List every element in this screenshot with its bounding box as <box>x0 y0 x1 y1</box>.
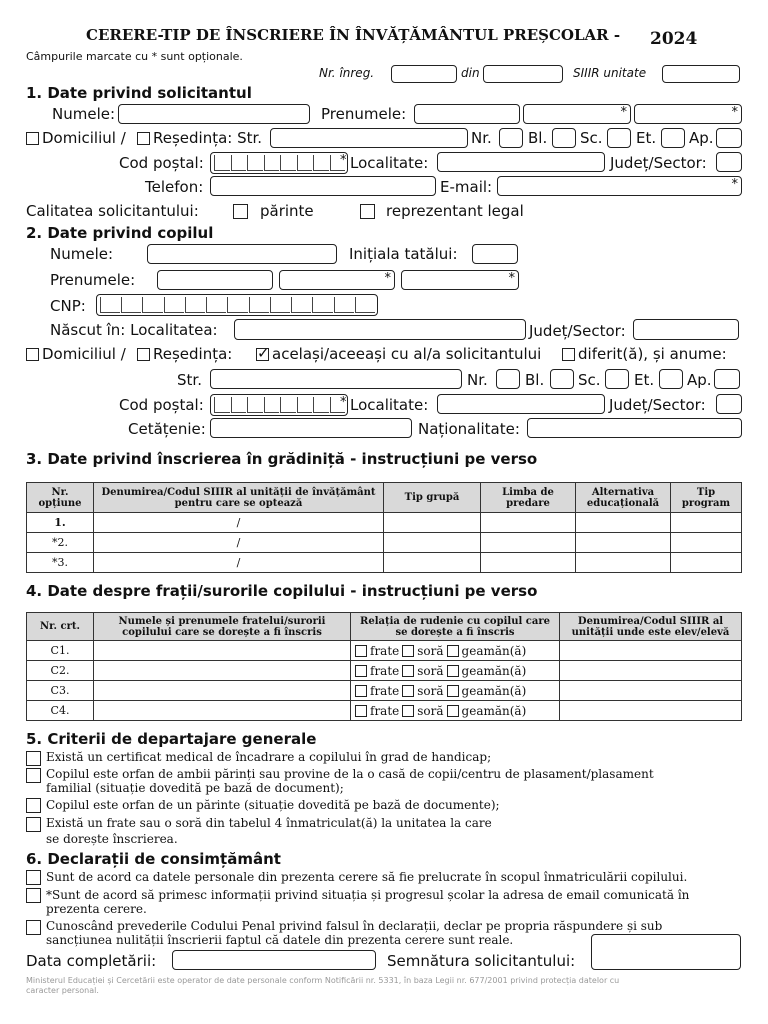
s3-header: Alternativa educațională <box>576 483 671 513</box>
s6-email-checkbox[interactable] <box>26 888 41 903</box>
s2-localitate-label: Localitate: <box>350 396 429 414</box>
s4-geaman-checkbox[interactable] <box>447 645 459 657</box>
siiir-label: SIIIR unitate <box>573 66 647 80</box>
form-title: CERERE-TIP DE ÎNSCRIERE ÎN ÎNVĂȚĂMÂNTUL PREȘCOLAR - <box>86 26 621 44</box>
s4-sora-label: soră <box>417 683 444 698</box>
s1-judet-input[interactable] <box>716 152 742 172</box>
s1-reprezentant-checkbox[interactable] <box>360 204 375 219</box>
s2-prenume-1-input[interactable] <box>157 270 273 290</box>
s1-telefon-label: Telefon: <box>145 178 204 196</box>
s1-prenumele-label: Prenumele: <box>321 105 407 123</box>
s2-initiala-input[interactable] <box>472 244 518 264</box>
s1-et-input[interactable] <box>661 128 685 148</box>
s2-prenumele-label: Prenumele: <box>50 271 136 289</box>
s2-numele-label: Numele: <box>50 245 114 263</box>
s6-penal-checkbox[interactable] <box>26 920 41 935</box>
s2-postal-code-input[interactable] <box>210 394 348 416</box>
s4-geaman-checkbox[interactable] <box>447 705 459 717</box>
section-2-title: 2. Date privind copilul <box>26 224 214 242</box>
s2-acelasi-label: același/aceeași cu al/a solicitantului <box>272 345 542 363</box>
s3-row-number: 1. <box>27 513 94 533</box>
s4-sora-checkbox[interactable] <box>402 665 414 677</box>
s4-frate-label: frate <box>370 663 400 678</box>
s1-email-label: E-mail: <box>440 178 493 196</box>
s3-unit-cell[interactable]: / <box>94 553 384 573</box>
s3-program-cell[interactable] <box>671 553 742 573</box>
s5-criteria-text: familial (situație dovedită pe bază de document); <box>46 781 344 795</box>
s2-localitate-input[interactable] <box>437 394 605 414</box>
s1-ap-input[interactable] <box>716 128 742 148</box>
section-1-title: 1. Date privind solicitantul <box>26 84 252 102</box>
section-6-title: 6. Declarații de consimțământ <box>26 850 281 868</box>
s3-grupa-cell[interactable] <box>384 553 481 573</box>
form-year: 2024 <box>650 29 698 49</box>
table-row <box>27 661 742 681</box>
s3-row-number: *2. <box>27 533 94 553</box>
s2-domiciliu-checkbox[interactable] <box>26 348 39 361</box>
s5-criteria-text: se dorește înscrierea. <box>46 832 178 846</box>
table-row <box>27 681 742 701</box>
s2-domiciliu-label: Domiciliul / <box>42 345 126 363</box>
s2-et-input[interactable] <box>659 369 683 389</box>
s4-row-number: C1. <box>27 641 94 661</box>
s3-grupa-cell[interactable] <box>384 513 481 533</box>
s2-cetatenie-label: Cetățenie: <box>128 420 206 438</box>
s3-header: Limba de predare <box>481 483 576 513</box>
s2-cnp-label: CNP: <box>50 297 86 315</box>
s5-handicap-checkbox[interactable] <box>26 751 41 766</box>
s4-header: Relația de rudenie cu copilul care se dorește a fi înscris <box>351 613 560 641</box>
s2-cetatenie-input[interactable] <box>210 418 412 438</box>
s2-numele-input[interactable] <box>147 244 337 264</box>
s2-et-label: Et. <box>634 371 655 389</box>
table-row <box>27 553 742 573</box>
s2-judet-label: Județ/Sector: <box>529 322 626 340</box>
s3-header: Tip grupă <box>384 483 481 513</box>
s1-postal-optional-mark: * <box>340 153 347 168</box>
s4-sora-checkbox[interactable] <box>402 705 414 717</box>
siiir-unit-input[interactable] <box>662 65 740 83</box>
data-completarii-label: Data completării: <box>26 952 157 970</box>
s6-declaration-text: *Sunt de acord să primesc informații privind situația și progresul școlar la adresa de email comunicată în <box>46 888 690 902</box>
s3-header: Nr. opțiune <box>27 483 94 513</box>
s2-cnp-input[interactable] <box>96 294 378 316</box>
s2-nascut-input[interactable] <box>234 319 526 340</box>
s6-declaration-text: sancțiunea nulității înscrierii faptul că datele din prezenta cerere sunt reale. <box>46 933 514 947</box>
s4-name-cell[interactable] <box>94 681 351 701</box>
s4-name-cell[interactable] <box>94 661 351 681</box>
reg-label: Nr. înreg. <box>319 66 375 80</box>
s3-header: Tip program <box>671 483 742 513</box>
s2-postal-optional-mark: * <box>340 395 347 410</box>
s4-siblings-table <box>26 612 742 721</box>
s1-postal-code-input[interactable] <box>210 152 348 174</box>
s4-name-cell[interactable] <box>94 641 351 661</box>
s1-nr-input[interactable] <box>499 128 523 148</box>
s2-prenume-2-input[interactable] <box>279 270 395 290</box>
s1-parinte-checkbox[interactable] <box>233 204 248 219</box>
reg-number-input[interactable] <box>391 65 457 83</box>
section-3-title: 3. Date privind înscrierea în grădiniță - instrucțiuni pe verso <box>26 450 538 468</box>
s2-judet2-label: Județ/Sector: <box>609 396 706 414</box>
s1-ap-label: Ap. <box>689 129 714 147</box>
s2-diferit-checkbox[interactable] <box>562 348 575 361</box>
table-row <box>27 701 742 721</box>
s2-cod-label: Cod poștal: <box>119 396 204 414</box>
s2-judet2-input[interactable] <box>716 394 742 414</box>
s1-et-label: Et. <box>636 129 657 147</box>
s6-gdpr-checkbox[interactable] <box>26 870 41 885</box>
s2-nascut-label: Născut în: Localitatea: <box>50 321 218 339</box>
s5-criteria-text: Copilul este orfan de un părinte (situație dovedită pe bază de documente); <box>46 798 500 812</box>
s2-str-label: Str. <box>177 371 202 389</box>
s2-diferit-label: diferit(ă), și anume: <box>578 345 727 363</box>
s1-cod-label: Cod poștal: <box>119 154 204 172</box>
reg-date-input[interactable] <box>483 65 563 83</box>
section-5-title: 5. Criterii de departajare generale <box>26 730 317 748</box>
s2-ap-input[interactable] <box>714 369 740 389</box>
s2-nr-label: Nr. <box>467 371 488 389</box>
section-4-title: 4. Date despre frații/surorile copilului - instrucțiuni pe verso <box>26 582 538 600</box>
s6-declaration-text: Cunoscând prevederile Codului Penal privind falsul în declarații, declar pe propria răspundere și sub <box>46 919 663 933</box>
s3-alternativa-cell[interactable] <box>576 553 671 573</box>
table-row <box>27 641 742 661</box>
s1-localitate-input[interactable] <box>437 152 605 172</box>
s6-declaration-text: Sunt de acord ca datele personale din prezenta cerere să fie prelucrate în scopul înmatriculării copilului. <box>46 870 688 884</box>
s2-resedinta-checkbox[interactable] <box>137 348 150 361</box>
s1-parinte-label: părinte <box>260 202 314 220</box>
s1-sc-input[interactable] <box>607 128 631 148</box>
s5-criteria-text: Copilul este orfan de ambii părinți sau provine de la o casă de copii/centru de plasament/plasament <box>46 767 654 781</box>
s3-header: Denumirea/Codul SIIIR al unității de învățământ pentru care se optează <box>94 483 384 513</box>
data-completarii-input[interactable] <box>172 950 376 970</box>
s1-numele-input[interactable] <box>118 104 310 124</box>
s1-calitatea-label: Calitatea solicitantului: <box>26 202 199 220</box>
s4-sora-label: soră <box>417 663 444 678</box>
s2-nationalitate-input[interactable] <box>527 418 742 438</box>
table-row <box>27 533 742 553</box>
s4-header: Numele și prenumele fratelui/surorii copilului care se dorește a fi înscris <box>94 613 351 641</box>
s3-program-cell[interactable] <box>671 533 742 553</box>
s4-header: Denumirea/Codul SIIIR al unității unde este elev/elevă <box>560 613 742 641</box>
s5-orfan-ambii-checkbox[interactable] <box>26 768 41 783</box>
s2-bl-input[interactable] <box>550 369 574 389</box>
s1-nr-label: Nr. <box>471 129 492 147</box>
s1-numele-label: Numele: <box>52 105 116 123</box>
s3-limba-cell[interactable] <box>481 553 576 573</box>
s3-limba-cell[interactable] <box>481 533 576 553</box>
s2-judet-input[interactable] <box>633 319 739 340</box>
s4-row-number: C4. <box>27 701 94 721</box>
s1-bl-label: Bl. <box>528 129 548 147</box>
s1-resedinta-checkbox[interactable] <box>137 132 150 145</box>
s3-unit-cell[interactable]: / <box>94 533 384 553</box>
semnatura-label: Semnătura solicitantului: <box>387 952 576 970</box>
din-label: din <box>461 66 480 80</box>
s5-criteria-text: Există un certificat medical de încadrare a copilului în grad de handicap; <box>46 750 492 764</box>
s1-domiciliu-checkbox[interactable] <box>26 132 39 145</box>
s4-frate-label: frate <box>370 643 400 658</box>
s5-frate-checkbox[interactable] <box>26 817 41 832</box>
s1-telefon-input[interactable] <box>210 176 436 196</box>
semnatura-input[interactable] <box>591 934 741 970</box>
s4-sora-checkbox[interactable] <box>402 685 414 697</box>
s4-row-number: C2. <box>27 661 94 681</box>
s4-geaman-checkbox[interactable] <box>447 685 459 697</box>
s2-street-input[interactable] <box>210 369 462 389</box>
s1-email-input[interactable] <box>497 176 742 196</box>
s1-judet-label: Județ/Sector: <box>610 154 707 172</box>
s3-alternativa-cell[interactable] <box>576 513 671 533</box>
s1-prenume-1-input[interactable] <box>414 104 520 124</box>
s1-reprezentant-label: reprezentant legal <box>386 202 524 220</box>
s4-geaman-label: geamăn(ă) <box>461 663 527 678</box>
s4-name-cell[interactable] <box>94 701 351 721</box>
s3-program-cell[interactable] <box>671 513 742 533</box>
s1-prenume-3-input[interactable] <box>634 104 742 124</box>
s5-orfan-unul-checkbox[interactable] <box>26 798 41 813</box>
s2-ap-label: Ap. <box>687 371 712 389</box>
s5-criteria-text: Există un frate sau o soră din tabelul 4 înmatriculat(ă) la unitatea la care <box>46 816 492 830</box>
s2-initiala-label: Inițiala tatălui: <box>349 245 458 263</box>
footer-note: caracter personal. <box>26 986 99 995</box>
s3-alternativa-cell[interactable] <box>576 533 671 553</box>
s1-domiciliu-label: Domiciliul / <box>42 129 126 147</box>
s1-sc-label: Sc. <box>580 129 603 147</box>
s6-declaration-text: prezenta cerere. <box>46 902 147 916</box>
s4-header: Nr. crt. <box>27 613 94 641</box>
s4-frate-checkbox[interactable] <box>355 685 367 697</box>
s4-unit-cell[interactable] <box>560 701 742 721</box>
s4-sora-label: soră <box>417 643 444 658</box>
footer-note: Ministerul Educației și Cercetării este operator de date personale conform Notificării nr. 5331, în baza Legii nr. 677/2001 privind protecția datelor cu <box>26 976 620 985</box>
s2-resedinta-label: Reședința: <box>153 345 233 363</box>
s3-unit-cell[interactable]: / <box>94 513 384 533</box>
s4-sora-checkbox[interactable] <box>402 645 414 657</box>
s4-frate-checkbox[interactable] <box>355 665 367 677</box>
table-row <box>27 513 742 533</box>
s1-resedinta-label: Reședința: Str. <box>153 129 263 147</box>
s3-limba-cell[interactable] <box>481 513 576 533</box>
s4-geaman-checkbox[interactable] <box>447 665 459 677</box>
s3-options-table <box>26 482 742 573</box>
s4-unit-cell[interactable] <box>560 641 742 661</box>
s2-prenume-3-input[interactable] <box>401 270 519 290</box>
s1-prenume-2-input[interactable] <box>523 104 631 124</box>
s3-row-number: *3. <box>27 553 94 573</box>
s4-unit-cell[interactable] <box>560 661 742 681</box>
s4-geaman-label: geamăn(ă) <box>461 703 527 718</box>
s4-sora-label: soră <box>417 703 444 718</box>
s2-nr-input[interactable] <box>496 369 520 389</box>
s4-geaman-label: geamăn(ă) <box>461 643 527 658</box>
s1-localitate-label: Localitate: <box>350 154 429 172</box>
s2-nationalitate-label: Naționalitate: <box>418 420 520 438</box>
s2-acelasi-checkbox[interactable] <box>256 348 269 361</box>
s4-frate-label: frate <box>370 703 400 718</box>
s2-sc-label: Sc. <box>578 371 601 389</box>
s2-bl-label: Bl. <box>525 371 545 389</box>
s4-unit-cell[interactable] <box>560 681 742 701</box>
s4-row-number: C3. <box>27 681 94 701</box>
s4-frate-label: frate <box>370 683 400 698</box>
s1-street-input[interactable] <box>270 128 468 148</box>
optional-note: Câmpurile marcate cu * sunt opționale. <box>26 50 243 63</box>
s4-frate-checkbox[interactable] <box>355 645 367 657</box>
s3-grupa-cell[interactable] <box>384 533 481 553</box>
s4-geaman-label: geamăn(ă) <box>461 683 527 698</box>
s1-bl-input[interactable] <box>552 128 576 148</box>
s4-frate-checkbox[interactable] <box>355 705 367 717</box>
s2-sc-input[interactable] <box>605 369 629 389</box>
